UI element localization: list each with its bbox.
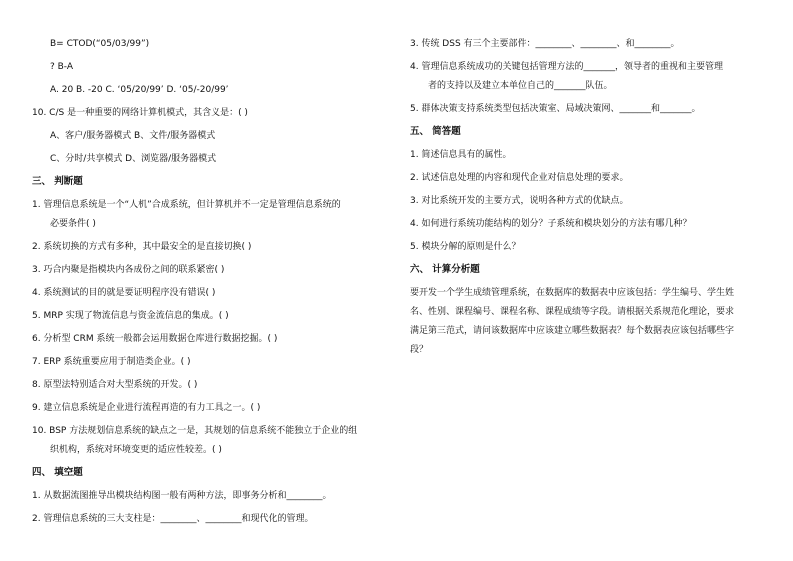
expression-line: ? B-A	[50, 62, 74, 72]
question-line: 3. 巧合内聚是指模块内各成份之间的联系紧密( )	[32, 265, 225, 275]
paragraph-line: 名、性别、课程编号、课程名称、课程成绩等字段。请根据关系规范化理论，要求	[410, 307, 735, 317]
question-line: 6. 分析型 CRM 系统一般都会运用数据仓库进行数据挖掘。( )	[32, 334, 278, 344]
question-line: 织机构，系统对环境变更的适应性较差。( )	[50, 445, 222, 455]
section-heading: 四、 填空题	[32, 467, 83, 478]
section-heading: 三、 判断题	[32, 176, 83, 187]
question-line: 3. 对比系统开发的主要方式，说明各种方式的优缺点。	[410, 196, 629, 206]
question-line: 者的支持以及建立本单位自己的_______队伍。	[428, 81, 613, 91]
question-line: 10. BSP 方法规划信息系统的缺点之一是，其规划的信息系统不能独立于企业的组	[32, 426, 358, 436]
question-line: 1. 管理信息系统是一个“人机”合成系统，但计算机并不一定是管理信息系统的	[32, 200, 341, 210]
question-line: 2. 试述信息处理的内容和现代企业对信息处理的要求。	[410, 173, 629, 183]
section-heading: 六、 计算分析题	[410, 264, 480, 275]
question-line: 5. 模块分解的原则是什么？	[410, 242, 521, 252]
question-line: 2. 管理信息系统的三大支柱是：________、________和现代化的管理。	[32, 514, 314, 524]
paragraph-line: 满足第三范式，请问该数据库中应该建立哪些数据表？每个数据表应该包括哪些字	[410, 326, 735, 336]
question-line: 2. 系统切换的方式有多种，其中最安全的是直接切换( )	[32, 242, 252, 252]
paragraph-line: 段？	[410, 345, 429, 355]
answer-options: A、客户/服务器模式 B、文件/服务器模式	[50, 131, 216, 141]
question-line: 10. C/S 是一种重要的网络计算机模式，其含义是：( )	[32, 108, 248, 118]
question-line: 1. 简述信息具有的属性。	[410, 150, 512, 160]
paragraph-line: 要开发一个学生成绩管理系统，在数据库的数据表中应该包括：学生编号、学生姓	[410, 288, 735, 298]
question-line: 5. 群体决策支持系统类型包括决策室、局域决策网、_______和_______。	[410, 104, 701, 114]
question-line: 7. ERP 系统重要应用于制造类企业。( )	[32, 357, 191, 367]
answer-options: A. 20 B. -20 C. ‘05/20/99’ D. ‘05/-20/99’	[50, 85, 229, 95]
question-line: 4. 如何进行系统功能结构的划分？子系统和模块划分的方法有哪几种？	[410, 219, 692, 229]
question-line: 9. 建立信息系统是企业进行流程再造的有力工具之一。( )	[32, 403, 261, 413]
section-heading: 五、 简答题	[410, 126, 461, 137]
question-line: 必要条件( )	[50, 219, 96, 229]
expression-line: B= CTOD(“05/03/99”)	[50, 39, 150, 49]
answer-options: C、分时/共享模式 D、浏览器/服务器模式	[50, 154, 217, 164]
question-line: 5. MRP 实现了物流信息与资金流信息的集成。( )	[32, 311, 229, 321]
question-line: 4. 系统测试的目的就是要证明程序没有错误( )	[32, 288, 216, 298]
question-line: 8. 原型法特别适合对大型系统的开发。( )	[32, 380, 198, 390]
question-line: 3. 传统 DSS 有三个主要部件：________、________、和________。	[410, 39, 680, 49]
question-line: 4. 管理信息系统成功的关键包括管理方法的_______，领导者的重视和主要管理	[410, 62, 723, 72]
question-line: 1. 从数据流图推导出模块结构图一般有两种方法，即事务分析和________。	[32, 491, 332, 501]
